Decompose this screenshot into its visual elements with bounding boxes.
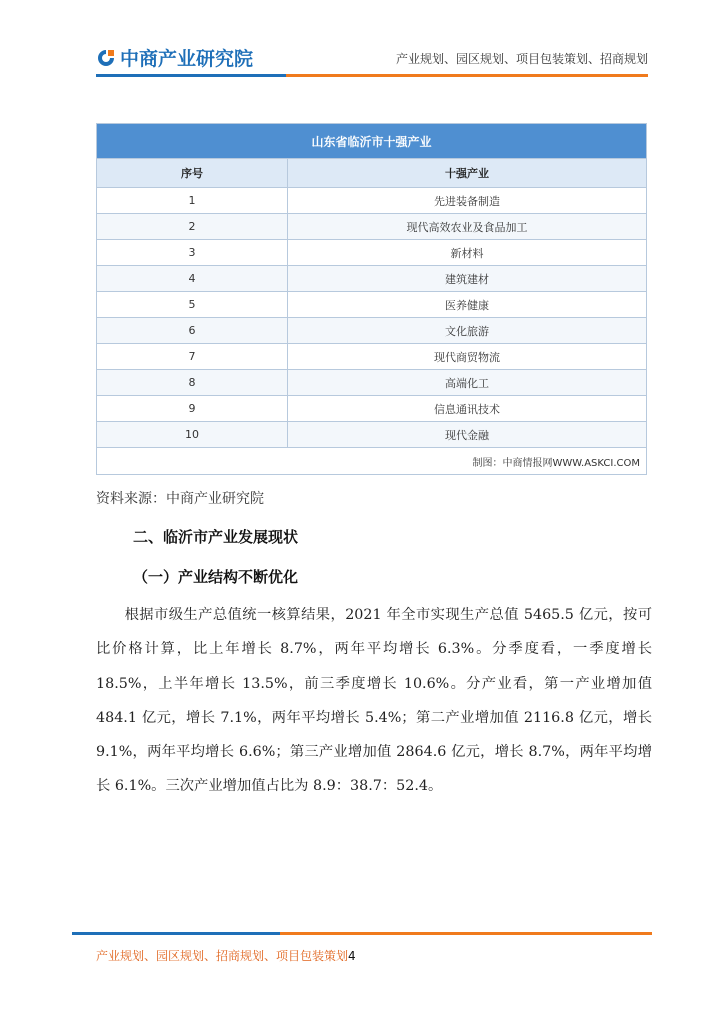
data-source: 资料来源：中商产业研究院	[96, 491, 264, 507]
sub-heading: （一）产业结构不断优化	[133, 568, 299, 586]
row-industry: 高端化工	[288, 370, 647, 396]
table-row	[97, 370, 647, 396]
body-paragraph: 根据市级生产总值统一核算结果，2021 年全市实现生产总值 5465.5 亿元，按可比价格计算，比上年增长 8.7%，两年平均增长 6.3%。分季度看，一季度增长 18.5%，上半年增长 13.5%，前三季度增长 10.6%。分产业看，第一产业增加值 484.1 亿元，增长 7.1%，两年平均增长 5.4%；第二产业增加值 2116.8 亿元，增长 9.1%，两年平均增长 6.6%；第三产业增加值 2864.6 亿元，增长 8.7%，两年平均增长 6.1%。三次产业增加值占比为 8.9：38.7：52.4。	[96, 607, 652, 795]
table-row	[97, 318, 647, 344]
footer-rule-blue	[72, 932, 280, 935]
row-number: 7	[97, 344, 288, 370]
row-industry: 新材料	[288, 240, 647, 266]
page-header	[0, 0, 724, 90]
header-rule-orange	[286, 74, 648, 77]
header-rule-blue	[96, 74, 286, 77]
row-number: 3	[97, 240, 288, 266]
row-number: 8	[97, 370, 288, 396]
table-row	[97, 344, 647, 370]
table-row	[97, 240, 647, 266]
table-row	[97, 266, 647, 292]
logo-icon	[96, 48, 116, 68]
column-header-number: 序号	[97, 159, 288, 188]
page-footer	[96, 947, 356, 964]
table-row	[97, 396, 647, 422]
header-slogan: 产业规划、园区规划、项目包装策划、招商规划	[395, 52, 648, 66]
row-number: 5	[97, 292, 288, 318]
row-number: 1	[97, 188, 288, 214]
row-industry: 医养健康	[288, 292, 647, 318]
section-heading: 二、临沂市产业发展现状	[133, 528, 299, 546]
logo	[96, 44, 253, 71]
row-number: 2	[97, 214, 288, 240]
row-industry: 文化旅游	[288, 318, 647, 344]
table-credit: 制图：中商情报网WWW.ASKCI.COM	[97, 448, 647, 475]
row-industry: 现代商贸物流	[288, 344, 647, 370]
column-header-industry: 十强产业	[288, 159, 647, 188]
row-industry: 现代金融	[288, 422, 647, 448]
footer-slogan: 产业规划、园区规划、招商规划、项目包装策划	[96, 949, 349, 963]
row-number: 9	[97, 396, 288, 422]
row-industry: 先进装备制造	[288, 188, 647, 214]
table-row	[97, 292, 647, 318]
table-row	[97, 214, 647, 240]
row-industry: 建筑建材	[288, 266, 647, 292]
row-industry: 信息通讯技术	[288, 396, 647, 422]
row-number: 4	[97, 266, 288, 292]
footer-rule-orange	[280, 932, 652, 935]
table-row	[97, 422, 647, 448]
table-title: 山东省临沂市十强产业	[97, 124, 647, 159]
row-number: 10	[97, 422, 288, 448]
logo-text: 中商产业研究院	[120, 48, 254, 70]
row-number: 6	[97, 318, 288, 344]
row-industry: 现代高效农业及食品加工	[288, 214, 647, 240]
page-number: 4	[348, 949, 356, 963]
table-row	[97, 188, 647, 214]
industry-table	[96, 123, 647, 475]
